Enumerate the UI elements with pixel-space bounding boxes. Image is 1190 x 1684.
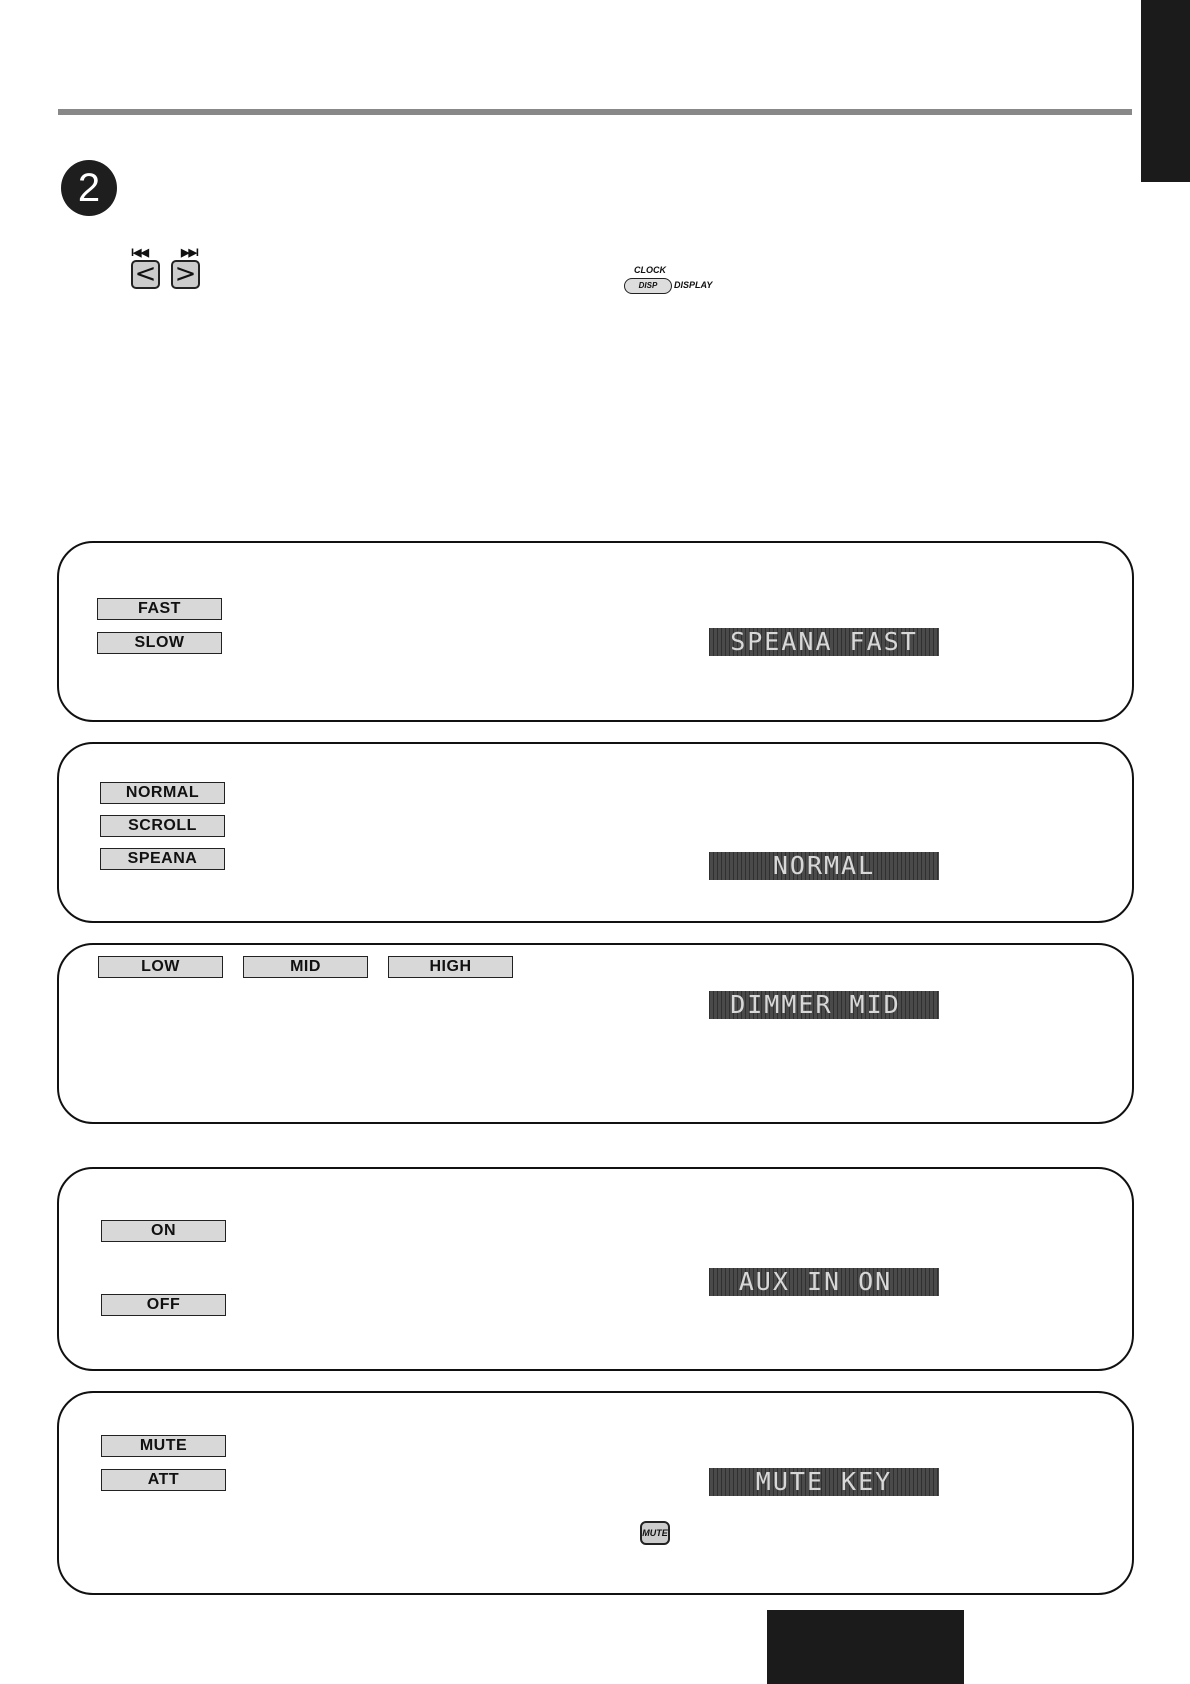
- aux-in-panel: [57, 1167, 1134, 1371]
- mute-button-icon[interactable]: MUTE: [640, 1521, 670, 1545]
- lcd-display: SPEANA FAST: [709, 628, 939, 656]
- option-on: ON: [101, 1220, 226, 1242]
- option-off: OFF: [101, 1294, 226, 1316]
- chapter-tab: [1141, 0, 1190, 182]
- option-scroll: SCROLL: [100, 815, 225, 837]
- lcd-display: AUX IN ON: [709, 1268, 939, 1296]
- option-att: ATT: [101, 1469, 226, 1491]
- option-mid: MID: [243, 956, 368, 978]
- option-normal: NORMAL: [100, 782, 225, 804]
- lcd-display: MUTE KEY: [709, 1468, 939, 1496]
- option-high: HIGH: [388, 956, 513, 978]
- lcd-display: DIMMER MID: [709, 991, 939, 1019]
- display-label: DISPLAY: [674, 280, 713, 290]
- step-number-badge: 2: [61, 160, 117, 216]
- dimmer-panel: [57, 943, 1134, 1124]
- clock-label: CLOCK: [634, 265, 666, 275]
- display-mode-panel: [57, 742, 1134, 923]
- page-number-tab: [767, 1610, 964, 1684]
- lcd-display: NORMAL: [709, 852, 939, 880]
- option-low: LOW: [98, 956, 223, 978]
- skip-back-icon: I◀◀: [131, 247, 148, 259]
- skip-forward-icon: ▶▶I: [181, 247, 198, 259]
- option-fast: FAST: [97, 598, 222, 620]
- disp-button[interactable]: DISP: [624, 278, 672, 294]
- left-key-button[interactable]: <: [131, 260, 160, 289]
- option-speana: SPEANA: [100, 848, 225, 870]
- option-mute: MUTE: [101, 1435, 226, 1457]
- mute-key-panel: [57, 1391, 1134, 1595]
- header-rule: [58, 109, 1132, 115]
- speana-speed-panel: [57, 541, 1134, 722]
- option-slow: SLOW: [97, 632, 222, 654]
- right-key-button[interactable]: >: [171, 260, 200, 289]
